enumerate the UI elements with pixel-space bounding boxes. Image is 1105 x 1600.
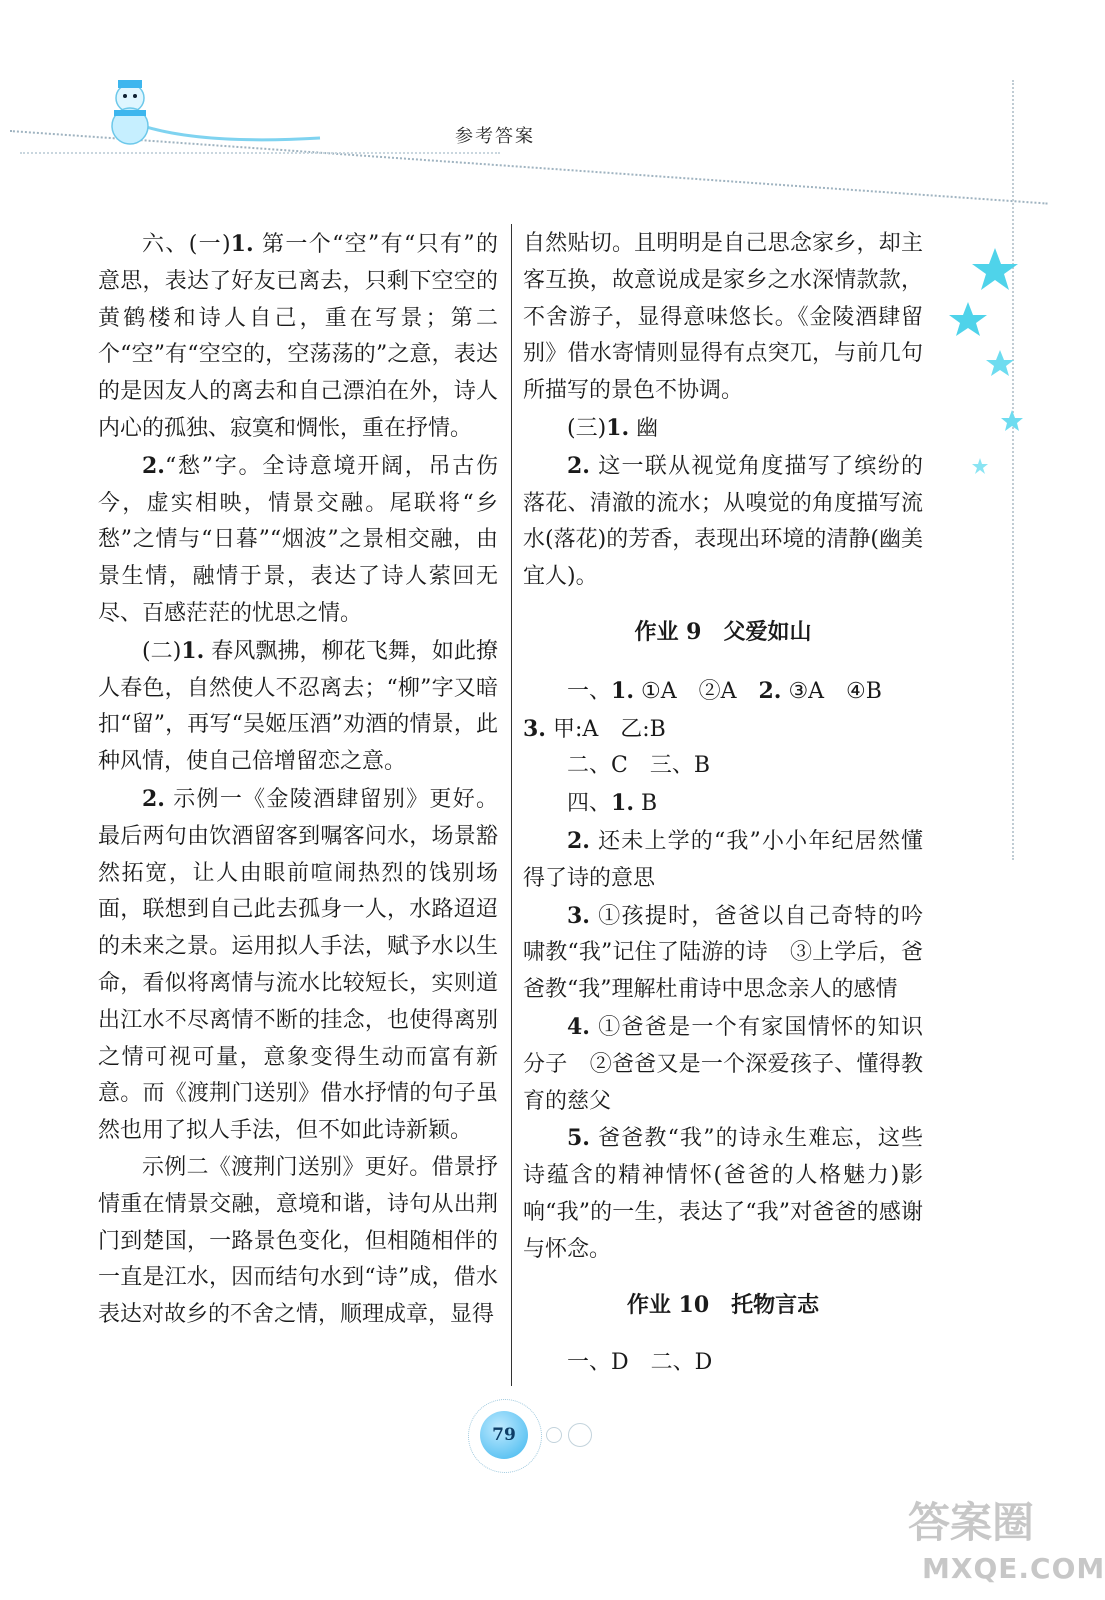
section-9-answers (523, 673, 923, 1269)
question-number: 2. (142, 452, 165, 479)
answer-paragraph (98, 1150, 498, 1334)
question-number: 1. (611, 677, 634, 704)
answer-paragraph (98, 781, 498, 1150)
question-number: 2. (567, 827, 590, 854)
question-number: 1. (606, 414, 630, 441)
answer-text: 四、 (567, 791, 612, 817)
star-icon (949, 302, 987, 336)
answer-text: 还未上学的“我”小小年纪居然懂得了诗的意思 (523, 828, 923, 891)
question-number: 2. (758, 677, 782, 704)
answer-text: “愁”字。全诗意境开阔，吊古伤今，虚实相映，情景交融。尾联将“乡愁”之情与“日暮”“烟波”之景相交融，由景生情，融情于景，表达了诗人萦回无尽、百感茫茫的忧思之情。 (98, 453, 498, 626)
right-column-continuation (523, 226, 923, 596)
answer-paragraph (98, 633, 498, 781)
answer-text: 自然贴切。且明明是自己思念家乡，却主客互换，故意说成是家乡之水深情款款，不舍游子，显得意味悠长。《金陵酒肆留别》借水寄情则显得有点突兀，与前几句所描写的景色不协调。 (523, 231, 923, 404)
star-icon (986, 350, 1014, 376)
page-number-badge (480, 1405, 620, 1465)
answer-paragraph (523, 448, 923, 596)
answer-text: 示例二《渡荆门送别》更好。借景抒情重在情景交融，意境和谐，诗句从出荆门到楚国，一路景色变化，但相随相伴的一直是江水，因而结句水到“诗”成，借水表达对故乡的不舍之情，顺理成章，显得 (98, 1154, 498, 1328)
section-10-title: 作业 10 托物言志 (626, 1291, 820, 1318)
answer-paragraph (523, 1120, 923, 1268)
answer-paragraph (523, 748, 923, 785)
question-number: 2. (567, 452, 590, 479)
answer-paragraph (523, 1345, 923, 1382)
page-header-title: 参考答案 (455, 126, 535, 147)
section-10-answers (523, 1345, 923, 1382)
page-number: 79 (480, 1411, 528, 1459)
answer-text: 爸爸教“我”的诗永生难忘，这些诗蕴含的精神情怀(爸爸的人格魅力)影响“我”的一生，表达了“我”对爸爸的感谢与怀念。 (523, 1126, 923, 1262)
left-column (98, 226, 498, 1334)
question-number: 1. (230, 231, 254, 257)
answer-paragraph (98, 448, 498, 633)
answer-paragraph (523, 785, 923, 823)
answer-paragraph (523, 898, 923, 1009)
answer-text: 幽 (629, 415, 659, 441)
answer-paragraph (523, 823, 923, 898)
answer-paragraph (523, 1009, 923, 1120)
question-number: 5. (567, 1125, 590, 1152)
right-column (523, 226, 923, 1382)
answer-text: 一、D 二、D (567, 1350, 713, 1376)
bubble-icon (568, 1423, 592, 1447)
snowman-icon (100, 80, 190, 150)
answer-paragraph (523, 226, 923, 410)
answer-text: ①孩提时，爸爸以自己奇特的吟啸教“我”记住了陆游的诗 ③上学后，爸爸教“我”理解杜甫诗中思念亲人的感情 (523, 903, 923, 1003)
answer-text: ①A ②A (633, 678, 759, 704)
answer-paragraph (523, 711, 923, 749)
watermark-logo-text: 答案圈 (908, 1498, 1035, 1547)
answer-text: 二、C 三、B (567, 753, 711, 779)
page-header (0, 0, 1081, 230)
star-icons-decoration (950, 240, 1040, 480)
star-icon (1001, 410, 1023, 431)
answer-text: 春风飘拂，柳花飞舞，如此撩人春色，自然使人不忍离去；“柳”字又暗扣“留”，再写“吴姬压酒”劝酒的情景，此种风情，使自己倍增留恋之意。 (98, 638, 498, 775)
bubble-icon (546, 1427, 562, 1443)
answer-text: 第一个“空”有“只有”的意思，表达了好友已离去，只剩下空空的黄鹤楼和诗人自己，重在写景；第二个“空”有“空空的，空荡荡的”之意，表达的是因友人的离去和自己漂泊在外，诗人内心的孤独、寂寞和惆怅，重在抒情。 (98, 232, 498, 441)
answer-text: (三) (567, 415, 607, 441)
answer-text: ③A ④B (781, 678, 882, 704)
column-divider (511, 224, 512, 1386)
star-icon (972, 248, 1018, 290)
question-number: 1. (611, 790, 634, 817)
watermark-url: MXQE.COM (922, 1552, 1105, 1585)
answer-text: 一、 (567, 678, 612, 704)
question-number: 2. (142, 785, 165, 812)
question-number: 3. (523, 715, 546, 742)
watermark (878, 1482, 1105, 1600)
answer-text: B (633, 791, 658, 817)
answer-text: 甲:A 乙:B (545, 716, 666, 742)
answer-text: ①爸爸是一个有家国情怀的知识分子 ②爸爸又是一个深爱孩子、懂得教育的慈父 (523, 1014, 923, 1114)
header-dotted-line-secondary (20, 152, 500, 154)
answer-text: 六、(一) (142, 232, 231, 257)
answer-paragraph (98, 226, 498, 448)
question-number: 3. (567, 902, 590, 929)
answer-paragraph (523, 673, 923, 711)
question-number: 1. (181, 637, 205, 664)
section-9-title: 作业 9 父爱如山 (634, 618, 812, 645)
answer-text: 示例一《金陵酒肆留别》更好。最后两句由饮酒留客到嘱客问水，场景豁然拓宽，让人由眼前喧闹热烈的饯别场面，联想到自己此去孤身一人，水路迢迢的未来之景。运用拟人手法，赋予水以生命，看似将离情与流水比较短长，实则道出江水不尽离情不断的挂念，也使得离别之情可视可量，意象变得生动而富有新意。而《渡荆门送别》借水抒情的句子虽然也用了拟人手法，但不如此诗新颖。 (98, 786, 498, 1144)
answer-paragraph (523, 410, 923, 448)
answer-text: (二) (142, 638, 182, 664)
question-number: 4. (567, 1013, 590, 1040)
star-icon (972, 458, 988, 474)
answer-text: 这一联从视觉角度描写了缤纷的落花、清澈的流水；从嗅觉的角度描写流水(落花)的芳香，表现出环境的清静(幽美宜人)。 (523, 453, 923, 590)
